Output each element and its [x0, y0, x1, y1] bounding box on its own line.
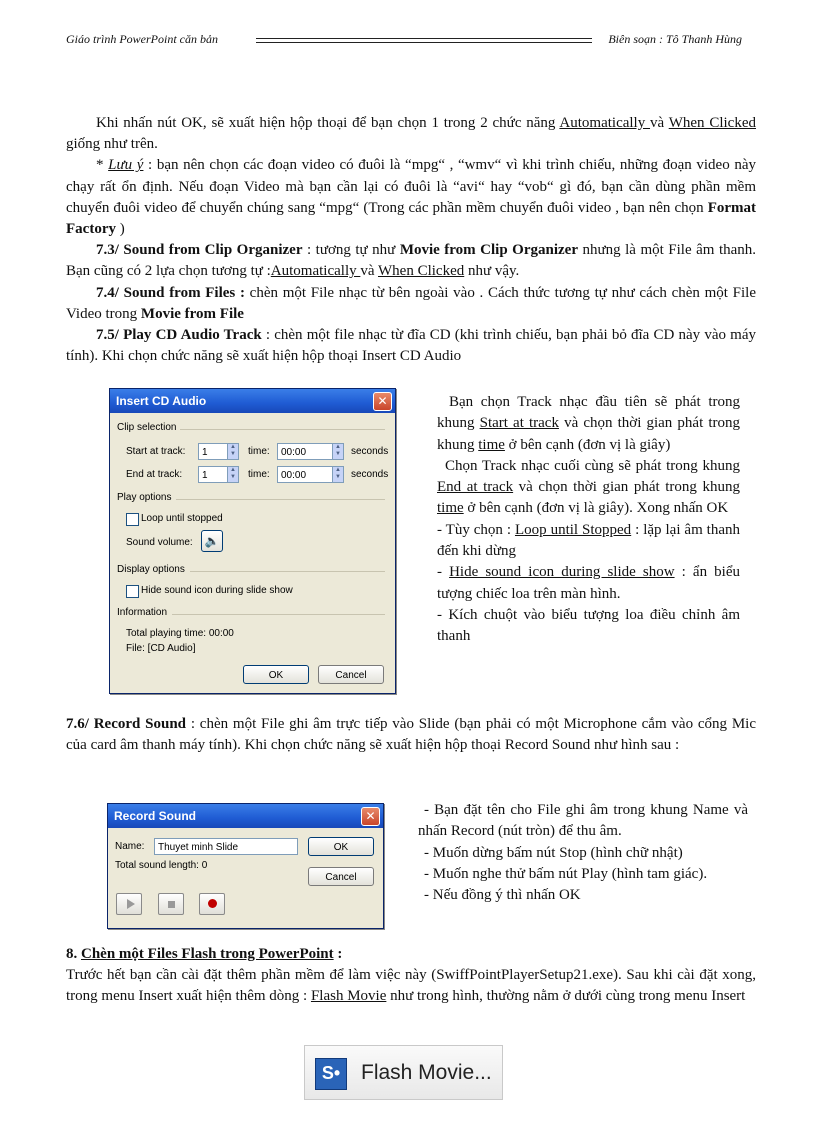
- stop-icon: [168, 901, 175, 908]
- close-icon[interactable]: ✕: [373, 392, 392, 411]
- file-info: File: [CD Audio]: [126, 643, 196, 654]
- dialog-titlebar: Insert CD Audio ✕: [110, 389, 395, 413]
- instruction-stop: - Muốn dừng bấm nút Stop (hình chữ nhật): [424, 844, 683, 861]
- intro-text: [66, 113, 756, 367]
- end-time-spinner[interactable]: ▲ ▼: [332, 466, 344, 483]
- total-playing-time: Total playing time: 00:00: [126, 628, 234, 639]
- speaker-icon[interactable]: 🔈: [201, 530, 223, 552]
- swiffpoint-icon: S•: [315, 1058, 347, 1090]
- hide-icon-checkbox[interactable]: [126, 585, 139, 598]
- header-rule: [256, 38, 592, 43]
- record-icon: [208, 899, 217, 908]
- loop-label: Loop until stopped: [141, 513, 223, 524]
- paragraph-7-5: 7.5/ Play CD Audio Track : chèn một file nhạc từ đĩa CD (khi trình chiếu, bạn phải bỏ đĩa CD này vào máy tính). Khi chọn chức năng sẽ xuất hiện hộp thoại Insert CD Audio: [66, 327, 756, 365]
- instruction-volume: - Kích chuột vào biểu tượng loa điều chỉnh âm thanh: [437, 606, 740, 645]
- time-label: time:: [248, 469, 270, 480]
- ok-button[interactable]: OK: [308, 837, 374, 856]
- paragraph-7-3: 7.3/ Sound from Clip Organizer : tương tự như Movie from Clip Organizer nhưng là một File âm thanh. Bạn cũng có 2 lựa chọn tương tự :Automatically và When Clicked như vậy.: [66, 242, 757, 280]
- end-track-label: End at track:: [126, 469, 183, 480]
- paragraph-note: * Lưu ý : bạn nên chọn các đoạn video có đuôi là “mpg“ , “wmv“ vì khi trình chiếu, những đoạn video này chạy rất ổn định. Nếu đoạn Video mà bạn cần lại có đuôi là “avi“ hay “vob“ gì đó, bạn cần dùng phần mềm chuyển đuôi video để chuyển chúng sang “mpg“ (Trong các phần mềm chuyển đuôi video , bạn nên chọn Format Factory ): [66, 157, 756, 238]
- section-8-paragraph: Trước hết bạn cần cài đặt thêm phần mềm để làm việc này (SwiffPointPlayerSetup21.exe). Sau khi cài đặt xong, trong menu Insert xuất hiện thêm dòng : Flash Movie như trong hình, thường nằm ở dưới cùng trong menu Insert: [66, 967, 756, 1005]
- time-label: time:: [248, 446, 270, 457]
- record-sound-dialog: [107, 803, 384, 929]
- end-time-input[interactable]: 00:00: [277, 466, 333, 483]
- instruction-ok: - Nếu đồng ý thì nhấn OK: [424, 887, 581, 904]
- instruction-start: Bạn chọn Track nhạc đầu tiên sẽ phát trong khung Start at track và chọn thời gian phát trong khung time ở bên cạnh (đơn vị là giây): [437, 394, 740, 453]
- sound-volume-label: Sound volume:: [126, 537, 193, 548]
- group-divider: [172, 614, 385, 615]
- seconds-label: seconds: [351, 446, 389, 457]
- play-icon: [127, 899, 135, 909]
- seconds-label: seconds: [351, 469, 389, 480]
- record-instructions: [418, 800, 748, 906]
- record-sound-text: [66, 714, 756, 756]
- stop-button[interactable]: [158, 893, 184, 915]
- start-track-input[interactable]: 1: [198, 443, 228, 460]
- paragraph-7-4: 7.4/ Sound from Files : chèn một File nhạc từ bên ngoài vào . Cách thức tương tự như cách chèn một File Video trong Movie from File: [66, 284, 756, 322]
- instruction-name: - Bạn đặt tên cho File ghi âm trong khung Name và nhấn Record (nút tròn) để thu âm.: [418, 802, 748, 840]
- instruction-play: - Muốn nghe thử bấm nút Play (hình tam giác).: [424, 865, 708, 882]
- loop-checkbox[interactable]: [126, 513, 139, 526]
- cd-audio-instructions: [437, 392, 740, 648]
- display-options-label: Display options: [117, 564, 185, 575]
- group-divider: [190, 571, 385, 572]
- group-divider: [176, 499, 385, 500]
- instruction-end: Chọn Track nhạc cuối cùng sẽ phát trong khung End at track và chọn thời gian phát trong khung time ở bên cạnh (đơn vị là giây). Xong nhấn OK: [437, 457, 740, 517]
- play-button[interactable]: [116, 893, 142, 915]
- cancel-button[interactable]: Cancel: [318, 665, 384, 684]
- page-header: [66, 32, 742, 50]
- group-divider: [180, 429, 385, 430]
- start-track-label: Start at track:: [126, 446, 186, 457]
- section-8: [66, 944, 756, 1008]
- instruction-loop: - Tùy chọn : Loop until Stopped : lặp lại âm thanh đến khi dừng: [437, 521, 741, 560]
- paragraph-ok: Khi nhấn nút OK, sẽ xuất hiện hộp thoại để bạn chọn 1 trong 2 chức năng Automatically và When Clicked giống như trên.: [66, 115, 756, 153]
- close-icon[interactable]: ✕: [361, 807, 380, 826]
- paragraph-7-6: 7.6/ Record Sound : chèn một File ghi âm trực tiếp vào Slide (bạn phải có một Microphone cắm vào cổng Mic của card âm thanh máy tính). Khi chọn chức năng sẽ xuất hiện hộp thoại Record Sound như hình sau :: [66, 716, 756, 754]
- dialog-titlebar: Record Sound ✕: [108, 804, 383, 828]
- record-button[interactable]: [199, 893, 225, 915]
- clip-selection-label: Clip selection: [117, 422, 177, 433]
- total-sound-length: Total sound length: 0: [115, 860, 208, 871]
- name-input[interactable]: Thuyet minh Slide: [154, 838, 298, 855]
- start-time-spinner[interactable]: ▲ ▼: [332, 443, 344, 460]
- play-options-label: Play options: [117, 492, 172, 503]
- insert-cd-audio-dialog: [109, 388, 396, 694]
- instruction-hide: - Hide sound icon during slide show : ẩn biểu tượng chiếc loa trên màn hình.: [437, 564, 740, 602]
- hide-icon-label: Hide sound icon during slide show: [141, 585, 293, 596]
- end-track-input[interactable]: 1: [198, 466, 228, 483]
- name-label: Name:: [115, 841, 145, 852]
- flash-movie-label: Flash Movie...: [361, 1061, 492, 1084]
- end-track-spinner[interactable]: ▲ ▼: [227, 466, 239, 483]
- information-label: Information: [117, 607, 168, 618]
- ok-button[interactable]: OK: [243, 665, 309, 684]
- flash-movie-menu-item[interactable]: [304, 1045, 503, 1100]
- start-time-input[interactable]: 00:00: [277, 443, 333, 460]
- cancel-button[interactable]: Cancel: [308, 867, 374, 886]
- header-right: Biên soạn : Tô Thanh Hùng: [608, 32, 742, 46]
- header-left: Giáo trình PowerPoint căn bản: [66, 32, 218, 46]
- start-track-spinner[interactable]: ▲ ▼: [227, 443, 239, 460]
- section-8-heading: 8. Chèn một Files Flash trong PowerPoint :: [66, 946, 343, 962]
